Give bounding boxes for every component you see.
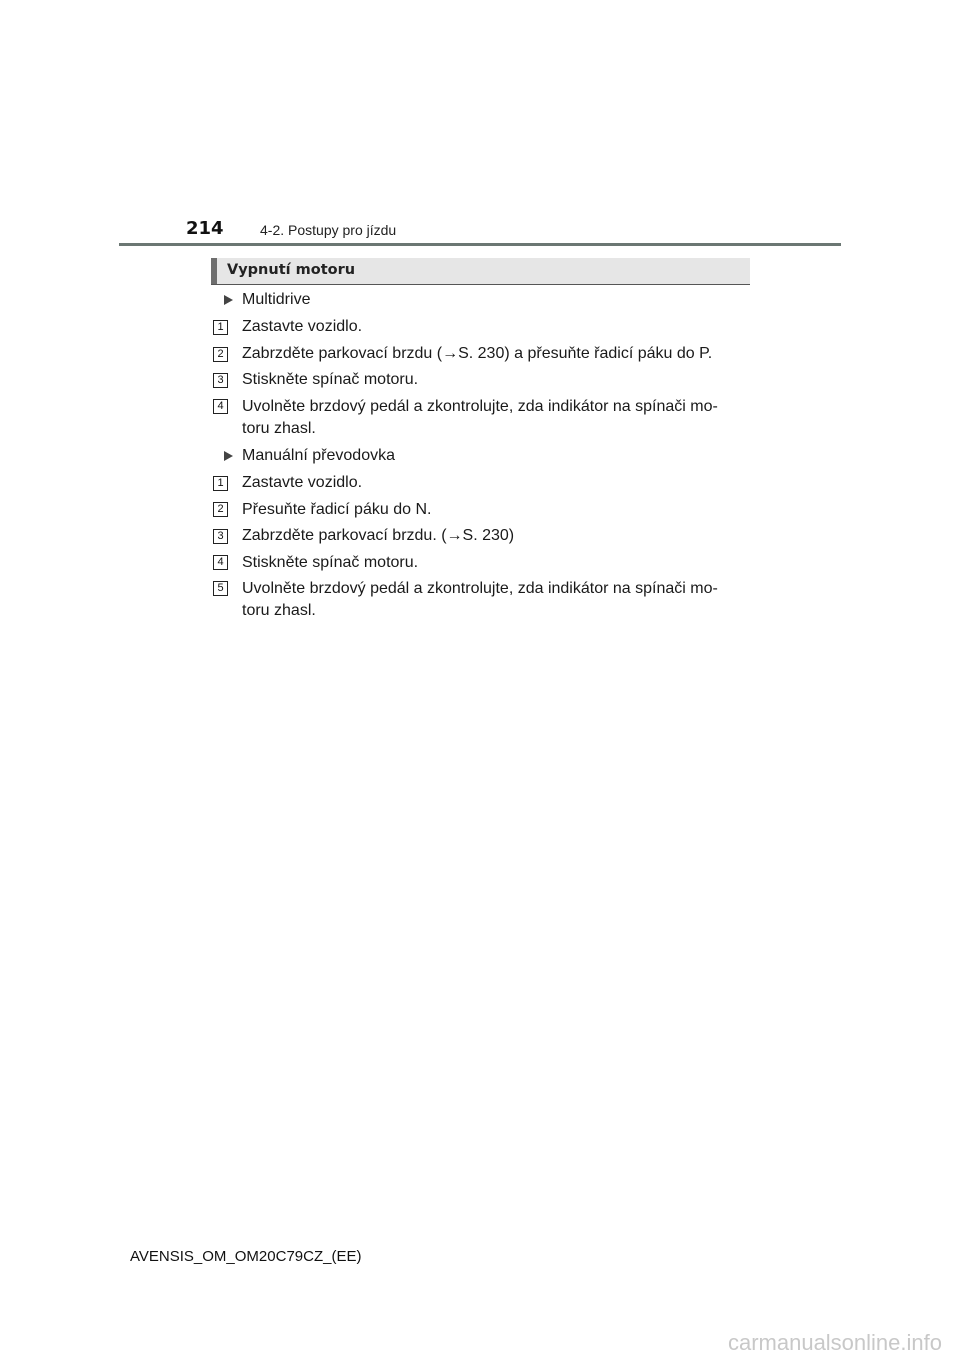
step-text: Stiskněte spínač motoru. [242,554,419,571]
step-text: Uvolněte brzdový pedál a zkontrolujte, zda indikátor na spínači mo- [242,398,718,415]
step-number-badge: 3 [213,373,228,388]
step-number-badge: 1 [213,320,228,335]
step-number-badge: 5 [213,581,228,596]
manual-heading [224,446,395,466]
step-number-badge: 2 [213,502,228,517]
triangle-bullet-icon [224,295,233,305]
step-text: Přesuňte řadicí páku do N. [242,501,432,518]
footer-doc-code: AVENSIS_OM_OM20C79CZ_(EE) [130,1248,362,1265]
step-text: Zabrzděte parkovací brzdu (→S. 230) a přesuňte řadicí páku do P. [242,345,713,362]
step-text: Zastavte vozidlo. [242,474,363,491]
step-text: Zabrzděte parkovací brzdu. (→S. 230) [242,527,515,544]
step-text: Uvolněte brzdový pedál a zkontrolujte, zda indikátor na spínači mo- [242,580,718,597]
step-text: Stiskněte spínač motoru. [242,371,419,388]
section-accent [211,258,217,284]
section-title: Vypnutí motoru [227,262,356,278]
step-text: Zastavte vozidlo. [242,318,363,335]
step-number-badge: 2 [213,347,228,362]
triangle-bullet-icon [224,451,233,461]
step-number-badge: 4 [213,399,228,414]
section-header [211,258,750,285]
page-number: 214 [186,218,224,239]
step-text-continued: toru zhasl. [242,420,316,437]
step-number-badge: 3 [213,529,228,544]
step-text-continued: toru zhasl. [242,602,316,619]
manual-heading-text: Manuální převodovka [242,447,395,464]
header-rule [119,243,841,246]
multidrive-heading [224,290,310,310]
step-number-badge: 4 [213,555,228,570]
watermark: carmanualsonline.info [727,1330,942,1355]
multidrive-heading-text: Multidrive [242,291,311,308]
chapter-title: 4-2. Postupy pro jízdu [260,222,397,238]
step-number-badge: 1 [213,476,228,491]
